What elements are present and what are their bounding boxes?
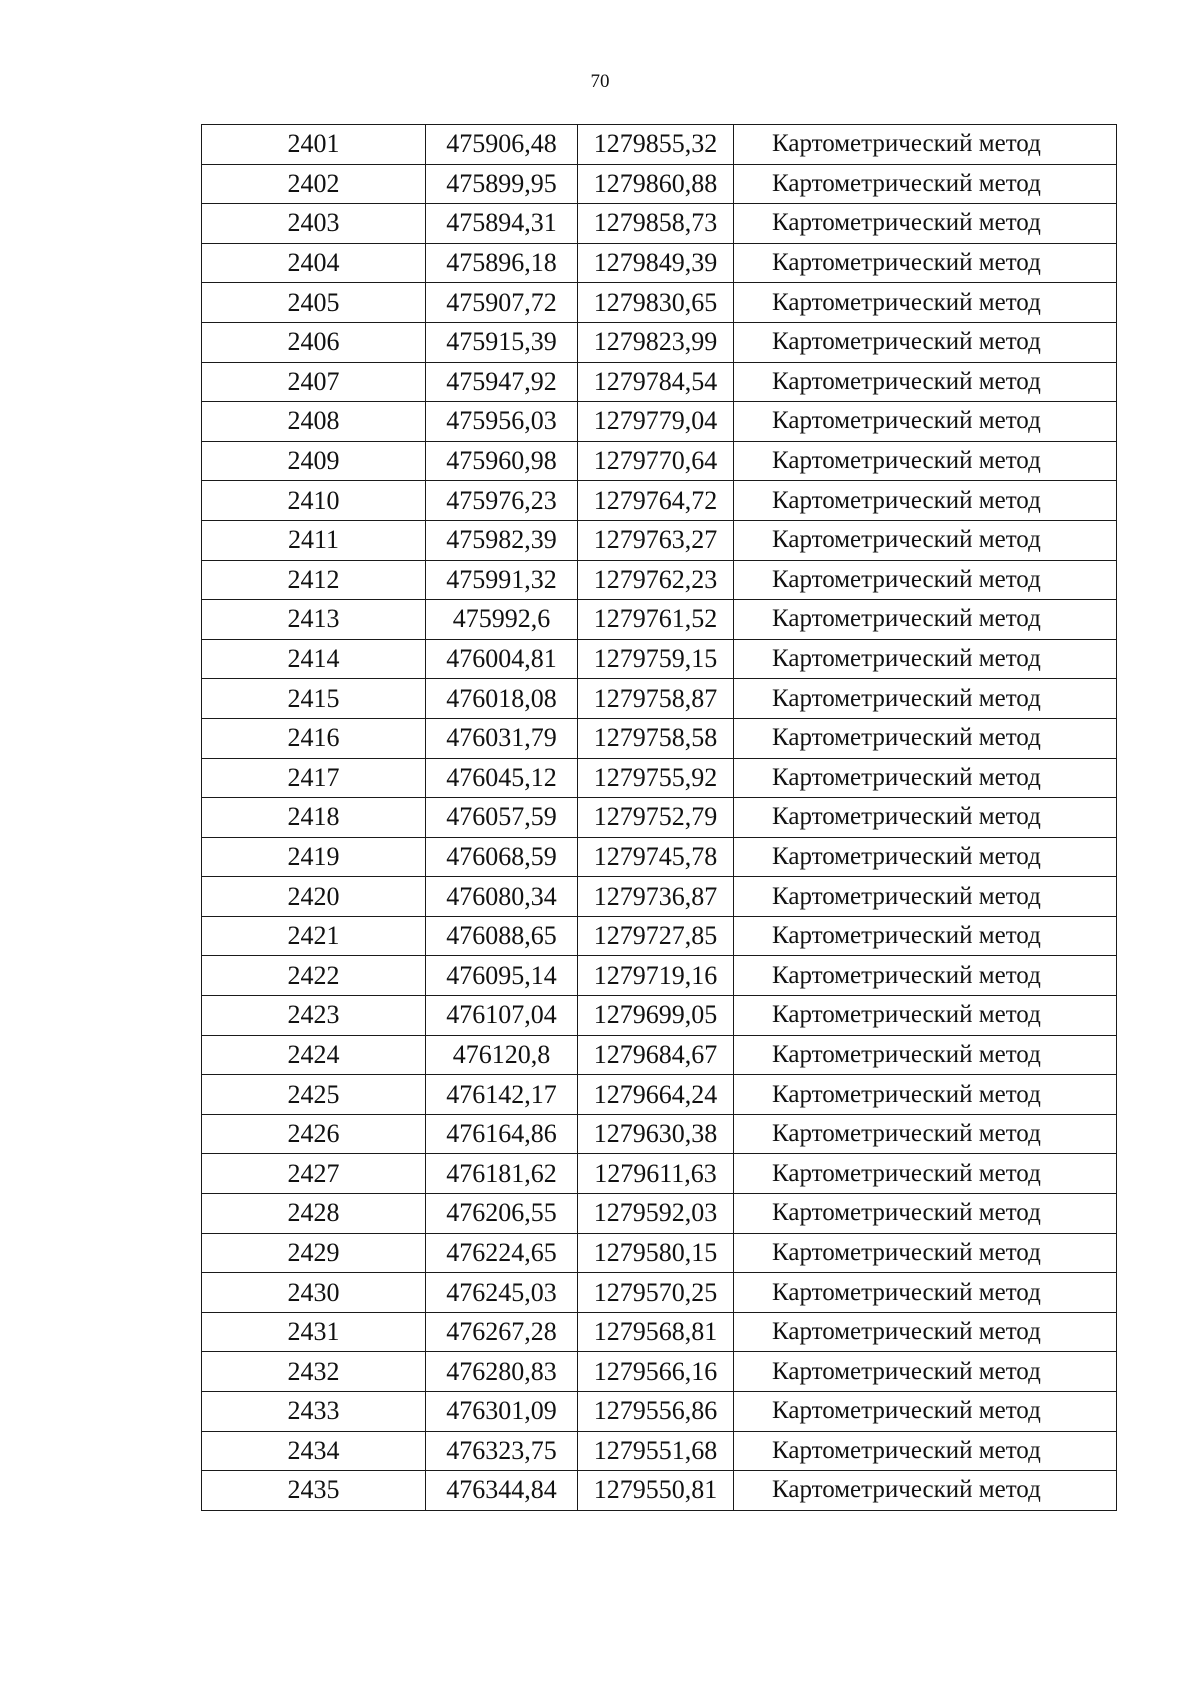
method-cell: Картометрический метод	[734, 639, 1117, 679]
y-coordinate-cell: 1279770,64	[578, 441, 734, 481]
y-coordinate-cell: 1279858,73	[578, 204, 734, 244]
point-number-cell: 2434	[202, 1431, 426, 1471]
method-cell: Картометрический метод	[734, 125, 1117, 165]
point-number-cell: 2422	[202, 956, 426, 996]
x-coordinate-cell: 475894,31	[426, 204, 578, 244]
point-number-cell: 2416	[202, 718, 426, 758]
x-coordinate-cell: 475896,18	[426, 243, 578, 283]
x-coordinate-cell: 476045,12	[426, 758, 578, 798]
table-row	[202, 916, 1117, 956]
x-coordinate-cell: 476057,59	[426, 798, 578, 838]
point-number-cell: 2429	[202, 1233, 426, 1273]
x-coordinate-cell: 476267,28	[426, 1312, 578, 1352]
table-row	[202, 758, 1117, 798]
method-cell: Картометрический метод	[734, 1114, 1117, 1154]
method-cell: Картометрический метод	[734, 1312, 1117, 1352]
point-number-cell: 2408	[202, 402, 426, 442]
x-coordinate-cell: 476224,65	[426, 1233, 578, 1273]
point-number-cell: 2426	[202, 1114, 426, 1154]
method-cell: Картометрический метод	[734, 798, 1117, 838]
table-row	[202, 520, 1117, 560]
table-row	[202, 1035, 1117, 1075]
table-row	[202, 560, 1117, 600]
y-coordinate-cell: 1279745,78	[578, 837, 734, 877]
y-coordinate-cell: 1279830,65	[578, 283, 734, 323]
point-number-cell: 2431	[202, 1312, 426, 1352]
x-coordinate-cell: 475956,03	[426, 402, 578, 442]
point-number-cell: 2413	[202, 600, 426, 640]
table-row	[202, 283, 1117, 323]
y-coordinate-cell: 1279758,58	[578, 718, 734, 758]
y-coordinate-cell: 1279699,05	[578, 996, 734, 1036]
method-cell: Картометрический метод	[734, 520, 1117, 560]
point-number-cell: 2407	[202, 362, 426, 402]
point-number-cell: 2401	[202, 125, 426, 165]
point-number-cell: 2424	[202, 1035, 426, 1075]
method-cell: Картометрический метод	[734, 560, 1117, 600]
method-cell: Картометрический метод	[734, 243, 1117, 283]
method-cell: Картометрический метод	[734, 204, 1117, 244]
x-coordinate-cell: 475992,6	[426, 600, 578, 640]
y-coordinate-cell: 1279684,67	[578, 1035, 734, 1075]
table-row	[202, 1352, 1117, 1392]
y-coordinate-cell: 1279855,32	[578, 125, 734, 165]
table-row	[202, 322, 1117, 362]
method-cell: Картометрический метод	[734, 1352, 1117, 1392]
table-row	[202, 600, 1117, 640]
x-coordinate-cell: 475899,95	[426, 164, 578, 204]
point-number-cell: 2427	[202, 1154, 426, 1194]
method-cell: Картометрический метод	[734, 1194, 1117, 1234]
table-row	[202, 441, 1117, 481]
x-coordinate-cell: 476004,81	[426, 639, 578, 679]
y-coordinate-cell: 1279736,87	[578, 877, 734, 917]
table-row	[202, 1471, 1117, 1511]
y-coordinate-cell: 1279759,15	[578, 639, 734, 679]
x-coordinate-cell: 476088,65	[426, 916, 578, 956]
point-number-cell: 2412	[202, 560, 426, 600]
y-coordinate-cell: 1279763,27	[578, 520, 734, 560]
point-number-cell: 2409	[202, 441, 426, 481]
x-coordinate-cell: 475960,98	[426, 441, 578, 481]
table-row	[202, 718, 1117, 758]
table-row	[202, 956, 1117, 996]
method-cell: Картометрический метод	[734, 1471, 1117, 1511]
table-row	[202, 362, 1117, 402]
point-number-cell: 2405	[202, 283, 426, 323]
point-number-cell: 2404	[202, 243, 426, 283]
table-row	[202, 481, 1117, 521]
x-coordinate-cell: 476095,14	[426, 956, 578, 996]
x-coordinate-cell: 475906,48	[426, 125, 578, 165]
x-coordinate-cell: 475976,23	[426, 481, 578, 521]
x-coordinate-cell: 476120,8	[426, 1035, 578, 1075]
method-cell: Картометрический метод	[734, 718, 1117, 758]
y-coordinate-cell: 1279752,79	[578, 798, 734, 838]
x-coordinate-cell: 476245,03	[426, 1273, 578, 1313]
x-coordinate-cell: 475907,72	[426, 283, 578, 323]
method-cell: Картометрический метод	[734, 956, 1117, 996]
table-row	[202, 164, 1117, 204]
y-coordinate-cell: 1279849,39	[578, 243, 734, 283]
x-coordinate-cell: 476142,17	[426, 1075, 578, 1115]
point-number-cell: 2403	[202, 204, 426, 244]
x-coordinate-cell: 476344,84	[426, 1471, 578, 1511]
y-coordinate-cell: 1279719,16	[578, 956, 734, 996]
table-row	[202, 125, 1117, 165]
y-coordinate-cell: 1279550,81	[578, 1471, 734, 1511]
method-cell: Картометрический метод	[734, 402, 1117, 442]
x-coordinate-cell: 476068,59	[426, 837, 578, 877]
point-number-cell: 2418	[202, 798, 426, 838]
point-number-cell: 2417	[202, 758, 426, 798]
y-coordinate-cell: 1279664,24	[578, 1075, 734, 1115]
x-coordinate-cell: 475982,39	[426, 520, 578, 560]
table-row	[202, 1431, 1117, 1471]
point-number-cell: 2430	[202, 1273, 426, 1313]
x-coordinate-cell: 476080,34	[426, 877, 578, 917]
method-cell: Картометрический метод	[734, 996, 1117, 1036]
x-coordinate-cell: 476031,79	[426, 718, 578, 758]
page-number: 70	[590, 71, 610, 92]
x-coordinate-cell: 475991,32	[426, 560, 578, 600]
table-row	[202, 1392, 1117, 1432]
method-cell: Картометрический метод	[734, 600, 1117, 640]
y-coordinate-cell: 1279556,86	[578, 1392, 734, 1432]
x-coordinate-cell: 476018,08	[426, 679, 578, 719]
y-coordinate-cell: 1279758,87	[578, 679, 734, 719]
method-cell: Картометрический метод	[734, 362, 1117, 402]
point-number-cell: 2406	[202, 322, 426, 362]
method-cell: Картометрический метод	[734, 1035, 1117, 1075]
y-coordinate-cell: 1279761,52	[578, 600, 734, 640]
point-number-cell: 2421	[202, 916, 426, 956]
method-cell: Картометрический метод	[734, 164, 1117, 204]
table-row	[202, 1154, 1117, 1194]
x-coordinate-cell: 476301,09	[426, 1392, 578, 1432]
point-number-cell: 2420	[202, 877, 426, 917]
point-number-cell: 2419	[202, 837, 426, 877]
y-coordinate-cell: 1279566,16	[578, 1352, 734, 1392]
table-row	[202, 243, 1117, 283]
table-row	[202, 204, 1117, 244]
method-cell: Картометрический метод	[734, 322, 1117, 362]
x-coordinate-cell: 476107,04	[426, 996, 578, 1036]
method-cell: Картометрический метод	[734, 283, 1117, 323]
point-number-cell: 2433	[202, 1392, 426, 1432]
y-coordinate-cell: 1279580,15	[578, 1233, 734, 1273]
y-coordinate-cell: 1279784,54	[578, 362, 734, 402]
table-row	[202, 996, 1117, 1036]
method-cell: Картометрический метод	[734, 441, 1117, 481]
method-cell: Картометрический метод	[734, 1392, 1117, 1432]
coordinates-table-body	[202, 125, 1117, 1511]
method-cell: Картометрический метод	[734, 758, 1117, 798]
y-coordinate-cell: 1279551,68	[578, 1431, 734, 1471]
point-number-cell: 2432	[202, 1352, 426, 1392]
table-row	[202, 679, 1117, 719]
method-cell: Картометрический метод	[734, 1075, 1117, 1115]
y-coordinate-cell: 1279823,99	[578, 322, 734, 362]
method-cell: Картометрический метод	[734, 1154, 1117, 1194]
method-cell: Картометрический метод	[734, 1273, 1117, 1313]
method-cell: Картометрический метод	[734, 481, 1117, 521]
x-coordinate-cell: 476206,55	[426, 1194, 578, 1234]
table-row	[202, 1312, 1117, 1352]
table-row	[202, 877, 1117, 917]
table-row	[202, 639, 1117, 679]
method-cell: Картометрический метод	[734, 679, 1117, 719]
y-coordinate-cell: 1279568,81	[578, 1312, 734, 1352]
x-coordinate-cell: 476280,83	[426, 1352, 578, 1392]
method-cell: Картометрический метод	[734, 837, 1117, 877]
table-row	[202, 1075, 1117, 1115]
y-coordinate-cell: 1279592,03	[578, 1194, 734, 1234]
point-number-cell: 2402	[202, 164, 426, 204]
y-coordinate-cell: 1279570,25	[578, 1273, 734, 1313]
y-coordinate-cell: 1279611,63	[578, 1154, 734, 1194]
x-coordinate-cell: 476181,62	[426, 1154, 578, 1194]
point-number-cell: 2428	[202, 1194, 426, 1234]
method-cell: Картометрический метод	[734, 1233, 1117, 1273]
method-cell: Картометрический метод	[734, 877, 1117, 917]
y-coordinate-cell: 1279860,88	[578, 164, 734, 204]
y-coordinate-cell: 1279764,72	[578, 481, 734, 521]
point-number-cell: 2435	[202, 1471, 426, 1511]
method-cell: Картометрический метод	[734, 916, 1117, 956]
table-row	[202, 837, 1117, 877]
point-number-cell: 2411	[202, 520, 426, 560]
y-coordinate-cell: 1279762,23	[578, 560, 734, 600]
y-coordinate-cell: 1279727,85	[578, 916, 734, 956]
x-coordinate-cell: 475915,39	[426, 322, 578, 362]
y-coordinate-cell: 1279755,92	[578, 758, 734, 798]
table-row	[202, 798, 1117, 838]
coordinates-table	[201, 124, 1117, 1511]
table-row	[202, 1114, 1117, 1154]
table-row	[202, 402, 1117, 442]
point-number-cell: 2423	[202, 996, 426, 1036]
y-coordinate-cell: 1279779,04	[578, 402, 734, 442]
x-coordinate-cell: 476164,86	[426, 1114, 578, 1154]
point-number-cell: 2415	[202, 679, 426, 719]
table-row	[202, 1194, 1117, 1234]
table-row	[202, 1233, 1117, 1273]
point-number-cell: 2425	[202, 1075, 426, 1115]
x-coordinate-cell: 476323,75	[426, 1431, 578, 1471]
point-number-cell: 2414	[202, 639, 426, 679]
point-number-cell: 2410	[202, 481, 426, 521]
table-row	[202, 1273, 1117, 1313]
x-coordinate-cell: 475947,92	[426, 362, 578, 402]
method-cell: Картометрический метод	[734, 1431, 1117, 1471]
y-coordinate-cell: 1279630,38	[578, 1114, 734, 1154]
